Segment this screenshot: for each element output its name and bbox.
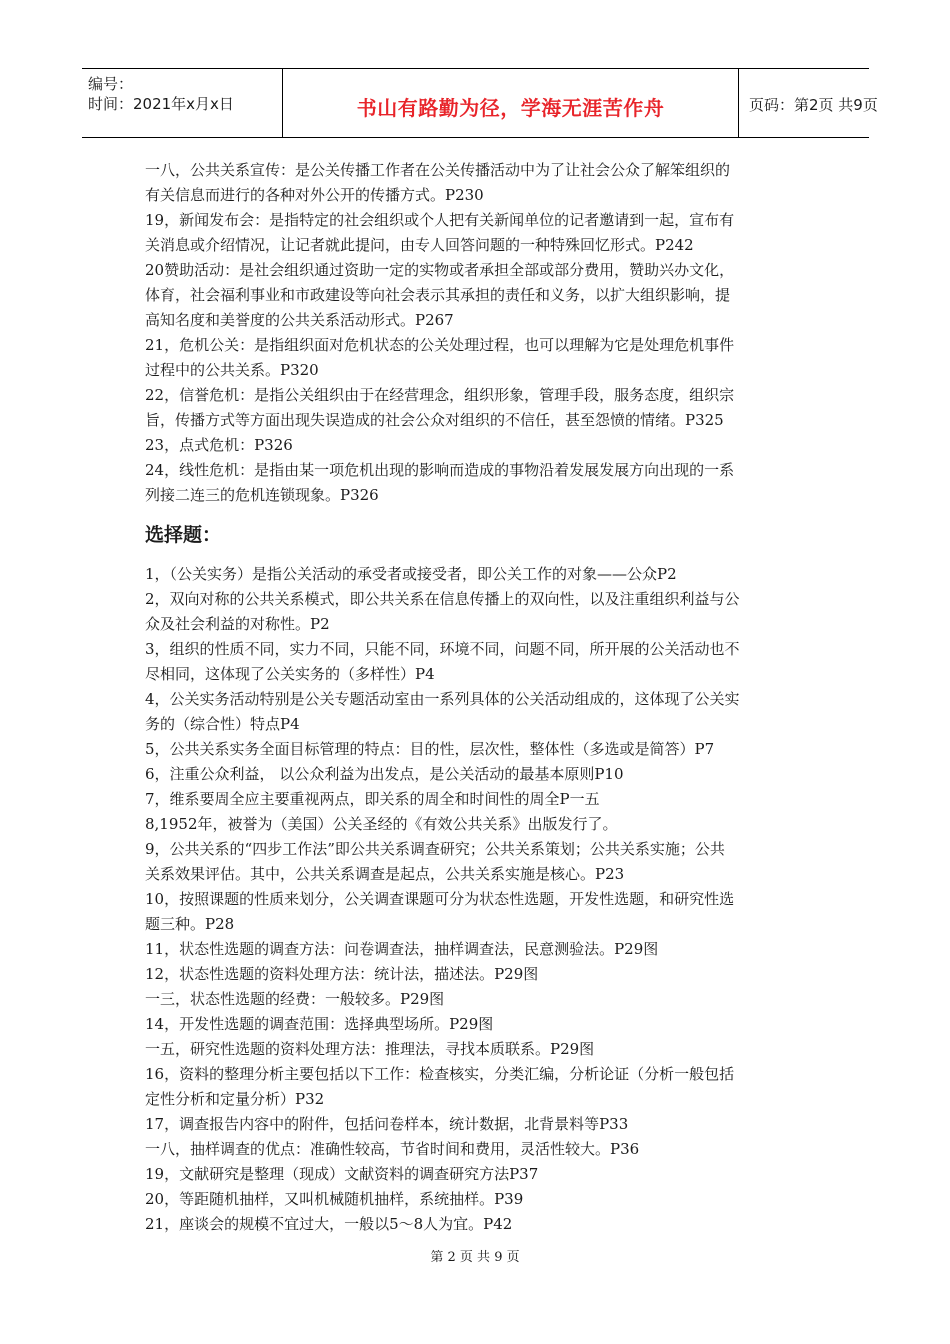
choice-line: 3，组织的性质不同，实力不同，只能不同，环境不同，问题不同，所开展的公关活动也不 — [145, 640, 740, 658]
page-footer: 第 2 页 共 9 页 — [430, 1250, 520, 1265]
definition-line: 24，线性危机：是指由某一项危机出现的影响而造成的事物沿着发展发展方向出现的一系 — [145, 461, 735, 479]
document-date-label: 时间：2021年x月x日 — [88, 95, 234, 113]
choice-line: 14，开发性选题的调查范围：选择典型场所。P29图 — [145, 1015, 494, 1033]
choice-line: 7，维系要周全应主要重视两点，即关系的周全和时间性的周全P一五 — [145, 790, 600, 808]
definition-line: 19，新闻发布会：是指特定的社会组织或个人把有关新闻单位的记者邀请到一起，宣布有 — [145, 211, 735, 229]
choice-line: 1，（公关实务）是指公关活动的承受者或接受者，即公关工作的对象——公众P2 — [145, 565, 677, 583]
definition-line: 列接二连三的危机连锁现象。P326 — [145, 486, 379, 504]
choice-line: 9，公共关系的“四步工作法”即公共关系调查研究；公共关系策划；公共关系实施；公共 — [145, 840, 725, 858]
choice-line: 21，座谈会的规模不宜过大，一般以5～8人为宜。P42 — [145, 1215, 513, 1233]
definition-line: 关消息或介绍情况，让记者就此提问，由专人回答问题的一种特殊回忆形式。P242 — [145, 236, 694, 254]
choice-line: 16，资料的整理分析主要包括以下工作：检查核实，分类汇编，分析论证（分析一般包括 — [145, 1065, 735, 1083]
choice-line: 5，公共关系实务全面目标管理的特点：目的性，层次性，整体性（多选或是简答）P7 — [145, 740, 715, 758]
definition-line: 过程中的公共关系。P320 — [145, 361, 319, 379]
definition-line: 23，点式危机：P326 — [145, 436, 293, 454]
header-meta — [82, 69, 282, 137]
choice-line: 17，调查报告内容中的附件，包括问卷样本，统计数据，北背景料等P33 — [145, 1115, 629, 1133]
header-motto-cell — [282, 69, 739, 137]
page-header — [82, 68, 878, 138]
choice-questions-list — [145, 562, 810, 1237]
header-page-cell — [739, 69, 878, 137]
choice-line: 19，文献研究是整理（现成）文献资料的调查研究方法P37 — [145, 1165, 539, 1183]
choice-line: 题三种。P28 — [145, 915, 235, 933]
choice-line: 2，双向对称的公共关系模式，即公共关系在信息传播上的双向性，以及注重组织利益与公 — [145, 590, 740, 608]
definition-line: 高知名度和美誉度的公共关系活动形式。P267 — [145, 311, 454, 329]
choice-line: 10，按照课题的性质来划分，公关调查课题可分为状态性选题，开发性选题，和研究性选 — [145, 890, 735, 908]
definition-line: 22，信誉危机：是指公关组织由于在经营理念，组织形象，管理手段，服务态度，组织宗 — [145, 386, 735, 404]
definition-line: 21，危机公关：是指组织面对危机状态的公关处理过程，也可以理解为它是处理危机事件 — [145, 336, 735, 354]
header-page-number: 页码：第2页 共9页 — [749, 96, 878, 114]
choice-line: 12，状态性选题的资料处理方法：统计法，描述法。P29图 — [145, 965, 539, 983]
definitions-list — [145, 158, 810, 508]
choice-line: 11，状态性选题的调查方法：问卷调查法，抽样调查法，民意测验法。P29图 — [145, 940, 659, 958]
choice-line: 6，注重公众利益， 以公众利益为出发点，是公关活动的最基本原则P10 — [145, 765, 624, 783]
choice-line: 尽相同，这体现了公关实务的（多样性）P4 — [145, 665, 435, 683]
choice-line: 20，等距随机抽样，又叫机械随机抽样，系统抽样。P39 — [145, 1190, 524, 1208]
header-motto: 书山有路勤为径，学海无涯苦作舟 — [356, 96, 665, 120]
choice-line: 8,1952年，被誉为（美国）公关圣经的《有效公共关系》出版发行了。 — [145, 815, 618, 833]
choice-line: 定性分析和定量分析）P32 — [145, 1090, 325, 1108]
choice-line: 一五，研究性选题的资料处理方法：推理法，寻找本质联系。P29图 — [145, 1040, 595, 1058]
document-number-label: 编号： — [88, 75, 134, 93]
choice-line: 关系效果评估。其中，公共关系调查是起点，公共关系实施是核心。P23 — [145, 865, 625, 883]
definition-line: 一八，公共关系宣传：是公关传播工作者在公关传播活动中为了让社会公众了解笨组织的 — [145, 161, 731, 179]
choice-line: 一三，状态性选题的经费：一般较多。P29图 — [145, 990, 445, 1008]
choice-line: 众及社会利益的对称性。P2 — [145, 615, 330, 633]
definition-line: 旨，传播方式等方面出现失误造成的社会公众对组织的不信任，甚至怨愤的情绪。P325 — [145, 411, 724, 429]
definition-line: 20赞助活动：是社会组织通过资助一定的实物或者承担全部或部分费用，赞助兴办文化， — [145, 261, 735, 279]
section-heading-choice: 选择题： — [145, 524, 222, 546]
choice-line: 一八，抽样调查的优点：准确性较高，节省时间和费用，灵活性较大。P36 — [145, 1140, 640, 1158]
choice-line: 4，公关实务活动特别是公关专题活动室由一系列具体的公关活动组成的，这体现了公关实 — [145, 690, 740, 708]
definition-line: 有关信息而进行的各种对外公开的传播方式。P230 — [145, 186, 484, 204]
definition-line: 体育，社会福利事业和市政建设等向社会表示其承担的责任和义务，以扩大组织影响，提 — [145, 286, 731, 304]
document-body — [145, 158, 810, 1237]
choice-line: 务的（综合性）特点P4 — [145, 715, 300, 733]
